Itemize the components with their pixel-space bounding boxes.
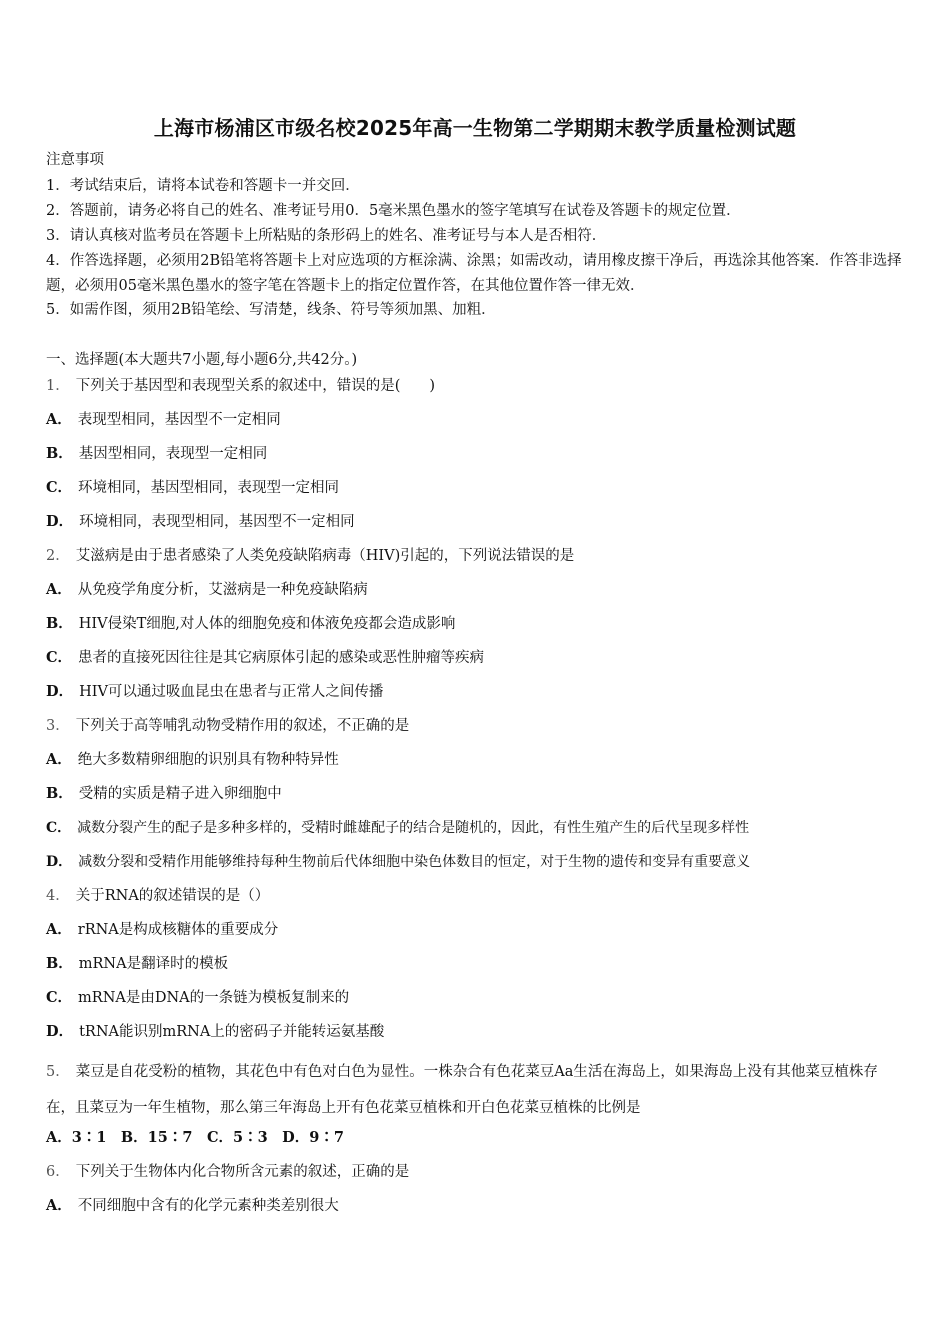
option-letter: A． xyxy=(46,581,72,598)
option-letter: D． xyxy=(46,854,73,870)
option-6a xyxy=(46,1196,339,1216)
option-text: 患者的直接死因往往是其它病原体引起的感染或恶性肿瘤等疾病 xyxy=(78,650,485,666)
question-number: 1． xyxy=(46,378,70,394)
option-text: mRNA是由DNA的一条链为模板复制来的 xyxy=(78,990,350,1006)
option-text: 减数分裂和受精作用能够维持每种生物前后代体细胞中染色体数目的恒定，对于生物的遗传和变异有重要意义 xyxy=(78,854,751,870)
option-4d xyxy=(46,1022,384,1042)
question-stem: 艾滋病是由于患者感染了人类免疫缺陷病毒（HIV)引起的，下列说法错误的是 xyxy=(75,548,575,564)
option-text: 受精的实质是精子进入卵细胞中 xyxy=(78,786,282,802)
notice-item-4: 4．作答选择题，必须用2B铅笔将答题卡上对应选项的方框涂满、涂黑；如需改动，请用橡皮擦干净后，再选涂其他答案．作答非选择题，必须用05毫米黑色墨水的签字笔在答题卡上的指定位置作答，在其他位置作答一律无效． xyxy=(46,253,902,294)
option-1c xyxy=(46,478,339,498)
notice-item-5: 5．如需作图，须用2B铅笔绘、写清楚，线条、符号等须加黑、加粗． xyxy=(46,302,496,318)
option-text: rRNA是构成核糖体的重要成分 xyxy=(77,922,279,938)
question-stem: 下列关于基因型和表现型关系的叙述中，错误的是( ) xyxy=(75,378,436,394)
question-5-options: A．3∶1 B．15∶7 C．5∶3 D．9∶7 xyxy=(46,1129,344,1146)
option-text: 环境相同，表现型相同，基因型不一定相同 xyxy=(79,514,355,530)
option-letter: A． xyxy=(46,751,72,768)
option-2c xyxy=(46,648,484,668)
option-letter: A． xyxy=(46,921,72,938)
option-4b xyxy=(46,954,228,974)
option-3d xyxy=(46,852,750,872)
option-letter: B． xyxy=(46,785,73,802)
question-stem: 下列关于高等哺乳动物受精作用的叙述，不正确的是 xyxy=(75,718,410,734)
option-letter: B． xyxy=(46,445,73,462)
notice-item-3: 3．请认真核对监考员在答题卡上所粘贴的条形码上的姓名、准考证号与本人是否相符． xyxy=(46,228,607,244)
option-4a xyxy=(46,920,278,940)
question-stem: 下列关于生物体内化合物所含元素的叙述，正确的是 xyxy=(75,1164,410,1180)
option-4c xyxy=(46,988,349,1008)
option-3c xyxy=(46,818,749,838)
option-text: 从免疫学角度分析，艾滋病是一种免疫缺陷病 xyxy=(77,582,368,598)
option-letter: C． xyxy=(46,989,73,1006)
option-text: 不同细胞中含有的化学元素种类差别很大 xyxy=(77,1198,339,1214)
option-3a xyxy=(46,750,339,770)
option-2b xyxy=(46,614,455,634)
option-letter: D． xyxy=(46,513,74,530)
option-text: 环境相同，基因型相同，表现型一定相同 xyxy=(78,480,340,496)
option-2a xyxy=(46,580,368,600)
question-4 xyxy=(46,886,269,906)
option-text: mRNA是翻译时的模板 xyxy=(78,956,229,972)
option-1d xyxy=(46,512,355,532)
option-letter: A． xyxy=(46,1197,72,1214)
question-number: 5． xyxy=(46,1064,70,1080)
section-heading: 一、选择题(本大题共7小题,每小题6分,共42分。) xyxy=(46,352,358,368)
option-text: tRNA能识别mRNA上的密码子并能转运氨基酸 xyxy=(79,1024,385,1040)
question-6 xyxy=(46,1162,409,1182)
question-number: 6． xyxy=(46,1164,70,1180)
question-3 xyxy=(46,716,409,736)
option-text: 表现型相同，基因型不一定相同 xyxy=(77,412,281,428)
question-stem: 关于RNA的叙述错误的是（） xyxy=(75,888,270,904)
notice-item-1: 1．考试结束后，请将本试卷和答题卡一并交回． xyxy=(46,178,360,194)
option-letter: B． xyxy=(46,955,73,972)
question-stem: 菜豆是自花受粉的植物，其花色中有色对白色为显性。一株杂合有色花菜豆Aa生活在海岛上，如果海岛上没有其他菜豆植株存在，且菜豆为一年生植物，那么第三年海岛上开有色花菜豆植株和开白色花菜豆植株的比例是 xyxy=(46,1064,878,1116)
option-letter: C． xyxy=(46,479,73,496)
option-text: 绝大多数精卵细胞的识别具有物种特异性 xyxy=(77,752,339,768)
question-number: 4． xyxy=(46,888,70,904)
option-letter: A． xyxy=(46,411,72,428)
question-number: 2． xyxy=(46,548,70,564)
notice-item-2: 2．答题前，请务必将自己的姓名、准考证号用0．5毫米黑色墨水的签字笔填写在试卷及答题卡的规定位置． xyxy=(46,203,741,219)
option-3b xyxy=(46,784,282,804)
option-letter: C． xyxy=(46,649,73,666)
option-1a xyxy=(46,410,281,430)
option-letter: B． xyxy=(46,615,73,632)
option-letter: D． xyxy=(46,1023,74,1040)
option-text: 基因型相同，表现型一定相同 xyxy=(78,446,268,462)
option-letter: C． xyxy=(46,820,72,836)
option-letter: D． xyxy=(46,683,74,700)
option-2d xyxy=(46,682,383,702)
question-5 xyxy=(46,1054,906,1126)
option-1b xyxy=(46,444,267,464)
option-text: HIV侵染T细胞,对人体的细胞免疫和体液免疫都会造成影响 xyxy=(78,616,456,632)
option-text: HIV可以通过吸血昆虫在患者与正常人之间传播 xyxy=(79,684,384,700)
notice-heading: 注意事项 xyxy=(46,152,104,168)
question-2 xyxy=(46,546,574,566)
page-title: 上海市杨浦区市级名校2025年高一生物第二学期期末教学质量检测试题 xyxy=(153,116,797,140)
option-text: 减数分裂产生的配子是多种多样的，受精时雌雄配子的结合是随机的，因此，有性生殖产生的后代呈现多样性 xyxy=(77,820,750,836)
question-1 xyxy=(46,376,435,396)
question-number: 3． xyxy=(46,718,70,734)
